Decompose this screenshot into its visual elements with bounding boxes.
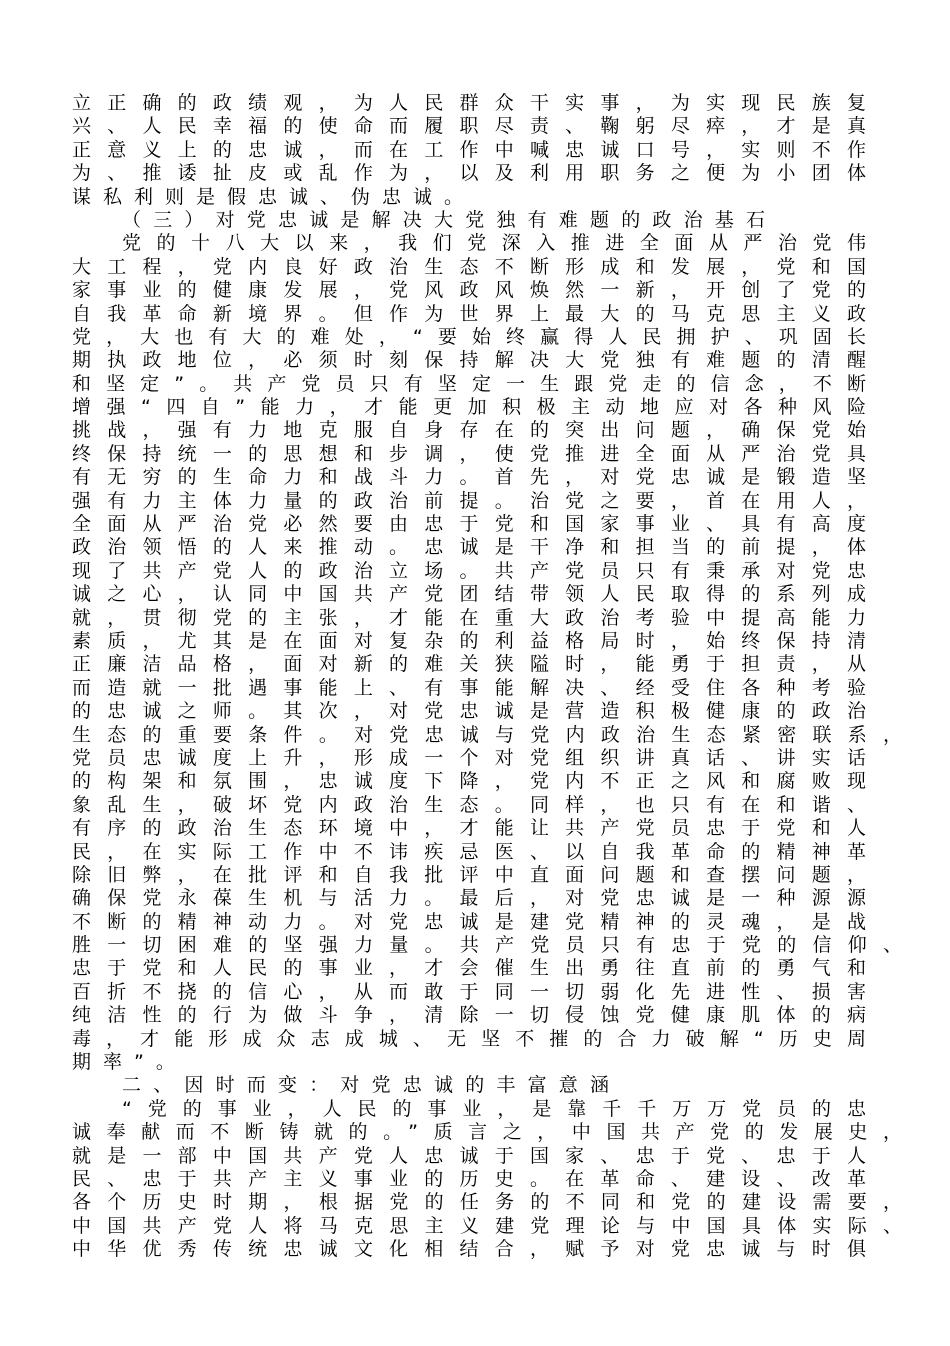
text-line: 就，贯彻党的主张，才能在重大政治考验中提高能力	[72, 606, 866, 629]
text-line: 党的十八大以来，我们党深入推进全面从严治党伟	[122, 232, 866, 255]
text-line: 纯洁性的行为做斗争，清除一切侵蚀党健康肌体的病	[72, 1004, 866, 1027]
text-line: 诚之心，认同中国共产党团结带领人民取得的系列成	[72, 583, 866, 606]
text-line: 期执政地位，必须时刻保持解决大党独有难题的清醒	[72, 349, 866, 372]
text-line: 生态的重要条件。对党忠诚与党内政治生态紧密联系，	[72, 723, 902, 746]
text-line: 中华优秀传统忠诚文化相结合，赋予对党忠诚与时俱	[72, 1238, 866, 1261]
text-line: 强有力主体力量的政治前提。治党之要，首在用人，	[72, 489, 866, 512]
text-line: 忠于党和人民的事业，才会催生出勇往直前的勇气和	[72, 957, 866, 980]
text-line: 党员忠诚度上升，形成一个对党组织讲真话、讲实话	[72, 746, 866, 769]
text-line: 家事业的健康发展，党风政风焕然一新，开创了党的	[72, 279, 866, 302]
text-line: 有序的政治生态环境中，才能让共产党员忠于党和人	[72, 817, 866, 840]
text-line: 和坚定”。共产党员只有坚定一生跟党走的信念，不断	[72, 372, 866, 395]
text-line: 各个历史时期，根据党的任务的不同和党的建设需要，	[72, 1191, 902, 1214]
body-text	[72, 92, 902, 1262]
text-line: 而造就一批遇事能上、有事能解决、经受住各种考验	[72, 676, 866, 699]
text-line: 立正确的政绩观，为人民群众干实事，为实现民族复	[72, 92, 866, 114]
text-line: 有无穷的生命力和战斗力。首先，对党忠诚是锻造坚	[72, 466, 866, 489]
text-line: 期率”。	[72, 1051, 187, 1074]
text-line: 大工程，党内良好政治生态不断形成和发展，党和国	[72, 255, 866, 278]
text-line: 兴、人民幸福的使命而履职尽责、鞠躬尽瘁，才是真	[72, 115, 866, 138]
text-line: 政治领悟的人来推动。忠诚是干净和担当的前提，体	[72, 536, 866, 559]
text-line: 百折不挠的信心，从而敢于同一切弱化先进性、损害	[72, 980, 866, 1003]
text-line: 增强“四自”能力，才能更加积极主动地应对各种风险	[72, 396, 866, 419]
text-line: 胜一切困难的坚强力量。共产党员只有忠于党的信仰、	[72, 934, 902, 957]
text-line: 党，大也有大的难处，“要始终赢得人民拥护、巩固长	[72, 325, 866, 348]
text-line: “党的事业，人民的事业，是靠千千万万党员的忠	[122, 1097, 866, 1120]
text-line: 的构架和氛围，忠诚度下降，党内不正之风和腐败现	[72, 770, 866, 793]
text-line: 不断的精神动力。对党忠诚是建党精神的灵魂，是战	[72, 910, 866, 933]
text-line: 除旧弊，在批评和自我批评中直面问题和查摆问题，	[72, 863, 866, 886]
text-line: 确保党永葆生机与活力。最后，对党忠诚是一种源源	[72, 887, 866, 910]
text-line: 自我革命新境界。但作为世界上最大的马克思主义政	[72, 302, 866, 325]
text-line: 就是一部中国共产党人忠诚于国家、忠于党、忠于人	[72, 1144, 866, 1167]
text-line: 现了共产党人的政治立场。共产党员只有秉承对党忠	[72, 559, 866, 582]
section-heading: 二、因时而变：对党忠诚的丰富意涵	[122, 1074, 622, 1097]
text-line: 毒，才能形成众志成城、无坚不摧的合力破解“历史周	[72, 1027, 866, 1050]
text-line: 为、推诿扯皮或乱作为，以及利用职务之便为小团体	[72, 162, 866, 185]
text-line: 正廉洁品格，面对新的难关狭隘时，能勇于担责，从	[72, 653, 866, 676]
text-line: 正意义上的忠诚，而在工作中喊忠诚口号，实则不作	[72, 138, 866, 161]
text-line: 全面从严治党必然要由忠于党和国家事业、具有高度	[72, 513, 866, 536]
text-line: 挑战，强有力地克服自身存在的突出问题，确保党始	[72, 419, 866, 442]
text-line: 民、忠于共产主义事业的历史。在革命、建设、改革	[72, 1167, 866, 1190]
text-line: 的忠诚之师。其次，对党忠诚是营造积极健康的政治	[72, 700, 866, 723]
text-line: 象乱生，破坏党内政治生态。同样，也只有在和谐、	[72, 793, 866, 816]
text-line: 诚奉献而不断铸就的。”质言之，中国共产党的发展史，	[72, 1121, 902, 1144]
text-line: 素质，尤其是在面对复杂的利益格局时，始终保持清	[72, 629, 866, 652]
text-line: 民，在实际工作中不讳疾忌医、以自我革命的精神革	[72, 840, 866, 863]
text-line: 谋私利则是假忠诚、伪忠诚。	[72, 185, 476, 208]
text-line: 终保持统一的思想和步调，使党推进全面从严治党具	[72, 442, 866, 465]
text-line: 中国共产党人将马克思主义建党理论与中国具体实际、	[72, 1214, 902, 1237]
section-heading: （三）对党忠诚是解决大党独有难题的政治基石	[122, 208, 778, 231]
